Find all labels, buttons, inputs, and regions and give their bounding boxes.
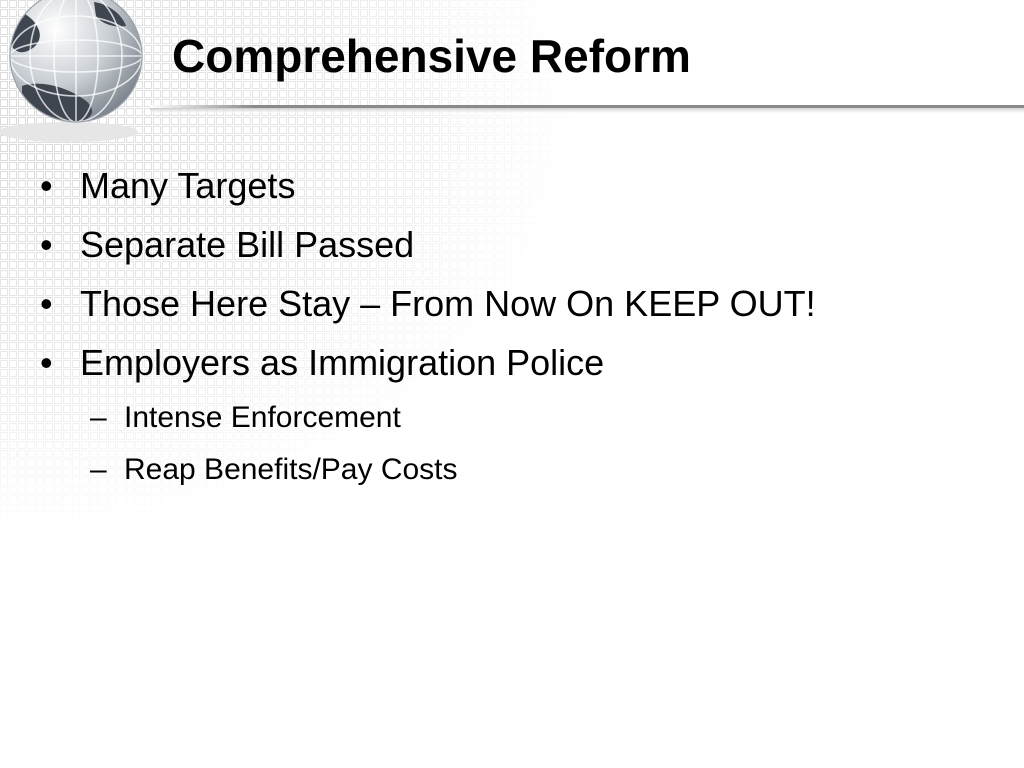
bullet-item <box>40 166 295 206</box>
bullet-item <box>40 284 816 324</box>
bullet-marker: • <box>40 224 53 265</box>
sub-bullet-text: Intense Enforcement <box>124 401 401 434</box>
sub-bullet-marker: – <box>90 401 107 434</box>
sub-bullet-item <box>90 401 401 435</box>
slide-title: Comprehensive Reform <box>172 30 691 82</box>
bullet-text: Employers as Immigration Police <box>80 342 605 383</box>
bullet-text: Many Targets <box>80 165 296 206</box>
bullet-marker: • <box>40 342 53 383</box>
bullet-marker: • <box>40 165 53 206</box>
bullet-marker: • <box>40 283 53 324</box>
bullet-item <box>40 343 604 383</box>
sub-bullet-marker: – <box>90 453 107 486</box>
bullet-text: Separate Bill Passed <box>80 224 415 265</box>
bullet-item <box>40 225 414 265</box>
sub-bullet-text: Reap Benefits/Pay Costs <box>124 453 458 486</box>
sub-bullet-item <box>90 453 458 487</box>
bullet-text: Those Here Stay – From Now On KEEP OUT! <box>80 283 816 324</box>
